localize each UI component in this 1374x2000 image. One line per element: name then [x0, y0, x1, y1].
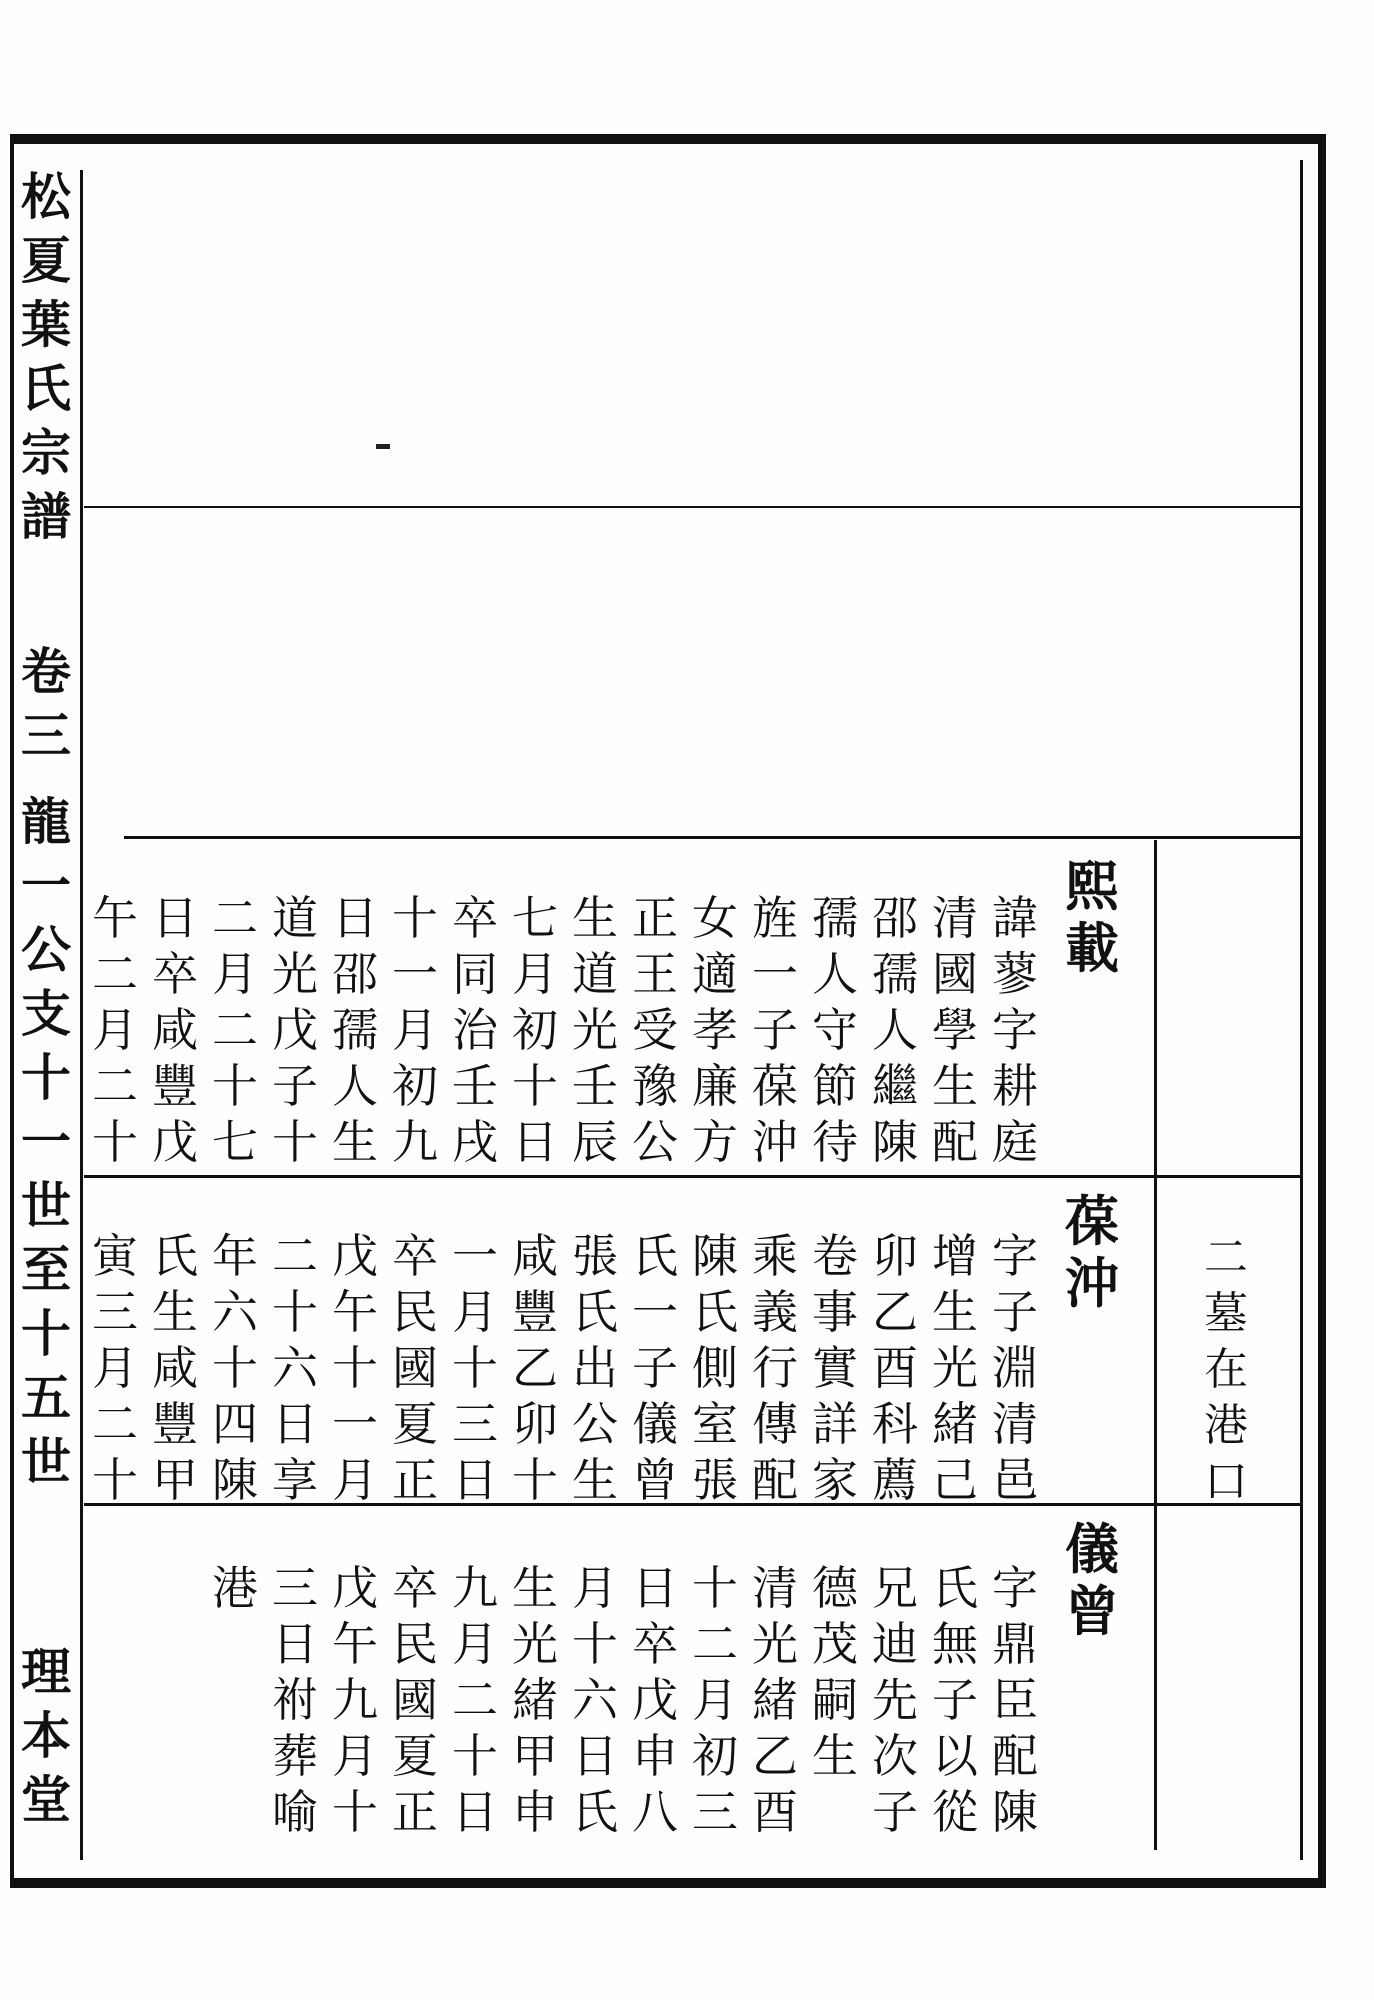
- entry-column: 德茂嗣 生: [812, 1561, 873, 1783]
- entry-column: 清國學生配: [932, 891, 978, 1169]
- entry-column: 卷事實詳家: [812, 1229, 858, 1507]
- margin-hall-name: 理本堂: [21, 1642, 71, 1829]
- entry-column: 正王受豫公: [632, 891, 678, 1169]
- entry-column: 女適孝廉方: [692, 891, 738, 1169]
- entry-column: 旌一子葆沖: [752, 891, 798, 1169]
- entry-column: 午二月二十: [92, 891, 138, 1169]
- row-divider-1: [84, 506, 1300, 508]
- entry-column: 張氏出公生: [572, 1229, 618, 1507]
- entry-column: 兄迪先次子: [872, 1561, 918, 1839]
- entry-column: 諱蓼字耕庭: [992, 891, 1038, 1169]
- entry-column: 日卒咸豐戊: [152, 891, 198, 1169]
- entry-column: 十一月初九: [392, 891, 438, 1169]
- row-divider-2: [124, 836, 1300, 839]
- entry-column: 日邵孺人生: [332, 891, 378, 1169]
- note-column-divider: [1154, 840, 1157, 1850]
- entry-column: 二月二十七: [212, 891, 258, 1169]
- tomb-note: 二墓在港口: [1204, 1232, 1248, 1507]
- entry-column: 卯乙酉科薦: [872, 1229, 918, 1507]
- margin-divider: [80, 170, 83, 1860]
- person-name-3: 儀曾: [1065, 1517, 1119, 1643]
- margin-section: 龍一公支十一世至十五世: [21, 792, 71, 1491]
- entry-column: 咸豐乙卯十: [512, 1229, 558, 1507]
- entry-column: 增生光緒己: [932, 1229, 978, 1507]
- entry-column: 陳氏側室張: [692, 1229, 738, 1507]
- right-inner-border: [1300, 160, 1303, 1860]
- entry-column: 十二月初三: [692, 1561, 738, 1839]
- entry-column: 字子淵清邑: [992, 1229, 1038, 1507]
- bottom-border: [12, 1878, 1322, 1888]
- entry-column: 氏一子儀曾: [632, 1229, 678, 1507]
- margin-book-title: 松夏葉氏宗譜: [21, 167, 71, 546]
- entry-column: 字鼎臣配陳: [992, 1561, 1038, 1839]
- entry-column: 生道光壬辰: [572, 891, 618, 1169]
- entry-column: 孺人守節待: [812, 891, 858, 1169]
- entry-column: 寅三月二十: [92, 1229, 138, 1507]
- entry-column: 月十六日氏: [572, 1561, 618, 1839]
- entry-column: 二十六日享: [272, 1229, 318, 1507]
- entry-column: 卒同治壬戌: [452, 891, 498, 1169]
- entry-column: 戊午九月十: [332, 1561, 378, 1839]
- entry-column: 卒民國夏正: [392, 1229, 438, 1507]
- entry-column: 一月十三日: [452, 1229, 498, 1507]
- entry-column: 七月初十日: [512, 891, 558, 1169]
- entry-column: 邵孺人繼陳: [872, 891, 918, 1169]
- ink-speck: [376, 444, 390, 449]
- entry-column: 港: [212, 1561, 258, 1615]
- row-divider-3: [84, 1175, 1300, 1178]
- entry-column: 日卒戊申八: [632, 1561, 678, 1839]
- person-name-2: 葆沖: [1065, 1189, 1119, 1315]
- entry-column: 戊午十一月: [332, 1229, 378, 1507]
- margin-volume: 卷三: [21, 642, 71, 765]
- right-outer-border: [1318, 134, 1326, 1888]
- entry-column: 清光緒乙酉: [752, 1561, 798, 1839]
- entry-column: 九月二十日: [452, 1561, 498, 1839]
- entry-column: 乘義行傳配: [752, 1229, 798, 1507]
- entry-column: 氏無子以從: [932, 1561, 978, 1839]
- entry-column: 三日祔葬喻: [272, 1561, 318, 1839]
- person-name-1: 熙載: [1065, 854, 1119, 980]
- entry-column: 生光緒甲申: [512, 1561, 558, 1839]
- entry-column: 道光戊子十: [272, 891, 318, 1169]
- entry-column: 年六十四陳: [212, 1229, 258, 1507]
- entry-column: 卒民國夏正: [392, 1561, 438, 1839]
- entry-column: 氏生咸豐甲: [152, 1229, 198, 1507]
- top-border: [12, 134, 1322, 144]
